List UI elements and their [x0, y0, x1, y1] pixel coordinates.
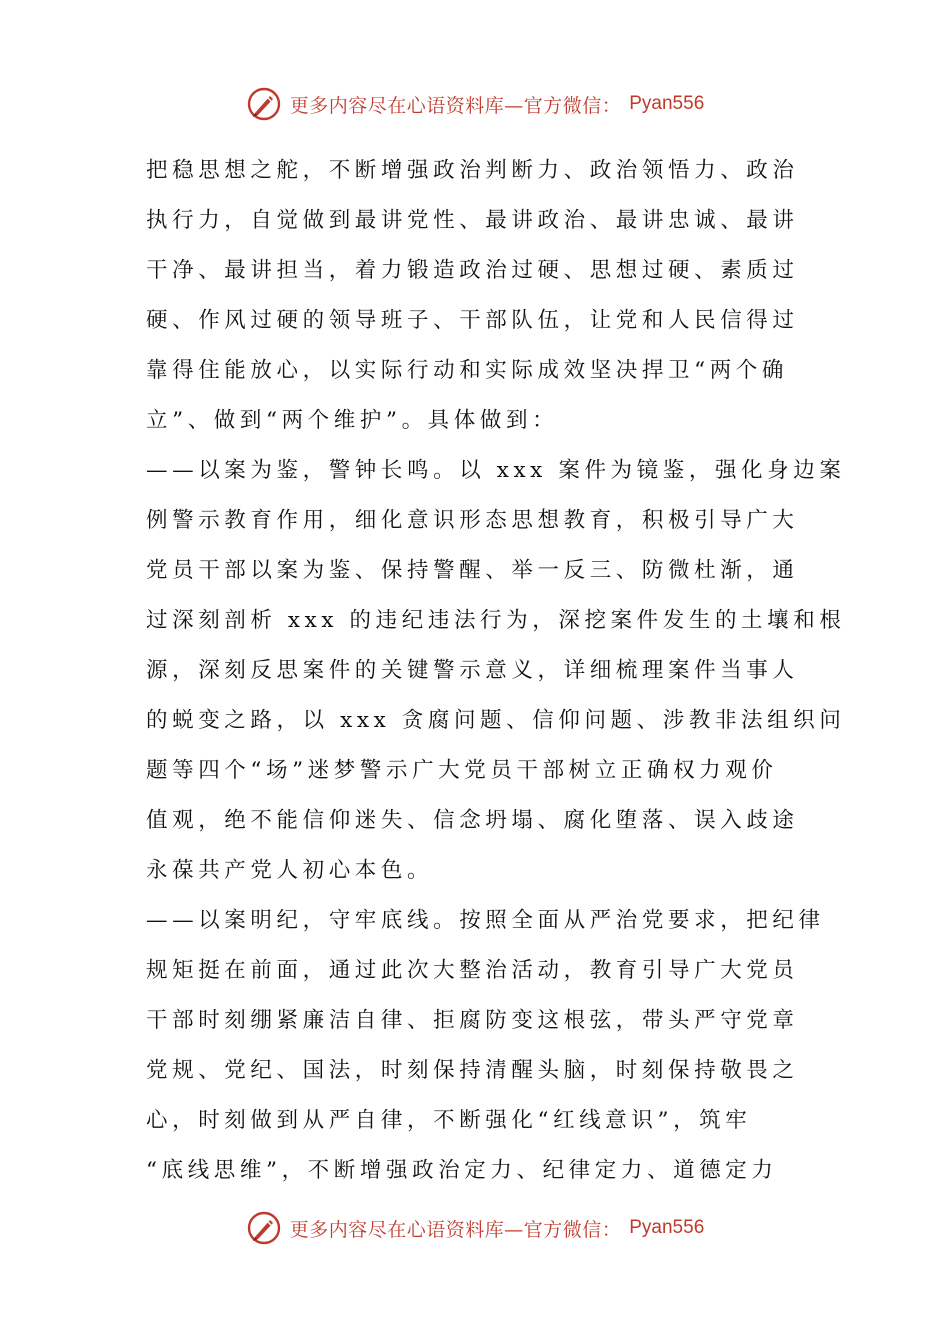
body-line: 永葆共产党人初心本色。 [146, 858, 434, 883]
body-line: 规矩挺在前面，通过此次大整治活动，教育引导广大党员 [146, 958, 799, 983]
pen-logo-icon [246, 86, 282, 122]
body-line: 过深刻剖析 xxx 的违纪违法行为，深挖案件发生的土壤和根 [146, 608, 846, 633]
body-line: ——以案明纪，守牢底线。按照全面从严治党要求，把纪律 [146, 908, 825, 933]
body-line: 例警示教育作用，细化意识形态思想教育，积极引导广大 [146, 508, 799, 533]
header-wechat-handle: Pyan556 [629, 93, 705, 114]
body-line: 题等四个“场”迷梦警示广大党员干部树立正确权力观价 [146, 758, 778, 783]
body-line: 党规、党纪、国法，时刻保持清醒头脑，时刻保持敬畏之 [146, 1058, 799, 1083]
body-line: 值观，绝不能信仰迷失、信念坍塌、腐化堕落、误入歧途 [146, 808, 799, 833]
footer-banner [0, 1208, 950, 1248]
body-line: 心，时刻做到从严自律，不断强化“红线意识”，筑牢 [146, 1108, 752, 1133]
footer-slogan: 更多内容尽在心语资料库—官方微信： [289, 1218, 622, 1241]
pen-logo-icon [246, 1210, 282, 1246]
body-line: “底线思维”，不断增强政治定力、纪律定力、道德定力 [146, 1158, 778, 1183]
body-line: 硬、作风过硬的领导班子、干部队伍，让党和人民信得过 [146, 308, 799, 333]
body-line: ——以案为鉴，警钟长鸣。以 xxx 案件为镜鉴，强化身边案 [146, 458, 846, 483]
body-line: 靠得住能放心，以实际行动和实际成效坚决捍卫“两个确 [146, 358, 788, 383]
body-line: 党员干部以案为鉴、保持警醒、举一反三、防微杜渐，通 [146, 558, 799, 583]
header-banner [0, 84, 950, 124]
body-line: 干净、最讲担当，着力锻造政治过硬、思想过硬、素质过 [146, 258, 799, 283]
body-line: 把稳思想之舵，不断增强政治判断力、政治领悟力、政治 [146, 158, 799, 183]
body-line: 干部时刻绷紧廉洁自律、拒腐防变这根弦，带头严守党章 [146, 1008, 799, 1033]
header-slogan: 更多内容尽在心语资料库—官方微信： [289, 94, 622, 117]
body-line: 源，深刻反思案件的关键警示意义，详细梳理案件当事人 [146, 658, 799, 683]
body-line: 执行力，自觉做到最讲党性、最讲政治、最讲忠诚、最讲 [146, 208, 799, 233]
body-line: 立”、做到“两个维护”。具体做到： [146, 408, 559, 433]
body-line: 的蜕变之路，以 xxx 贪腐问题、信仰问题、涉教非法组织问 [146, 708, 846, 733]
footer-wechat-handle: Pyan556 [629, 1217, 705, 1238]
document-body [146, 146, 846, 1196]
